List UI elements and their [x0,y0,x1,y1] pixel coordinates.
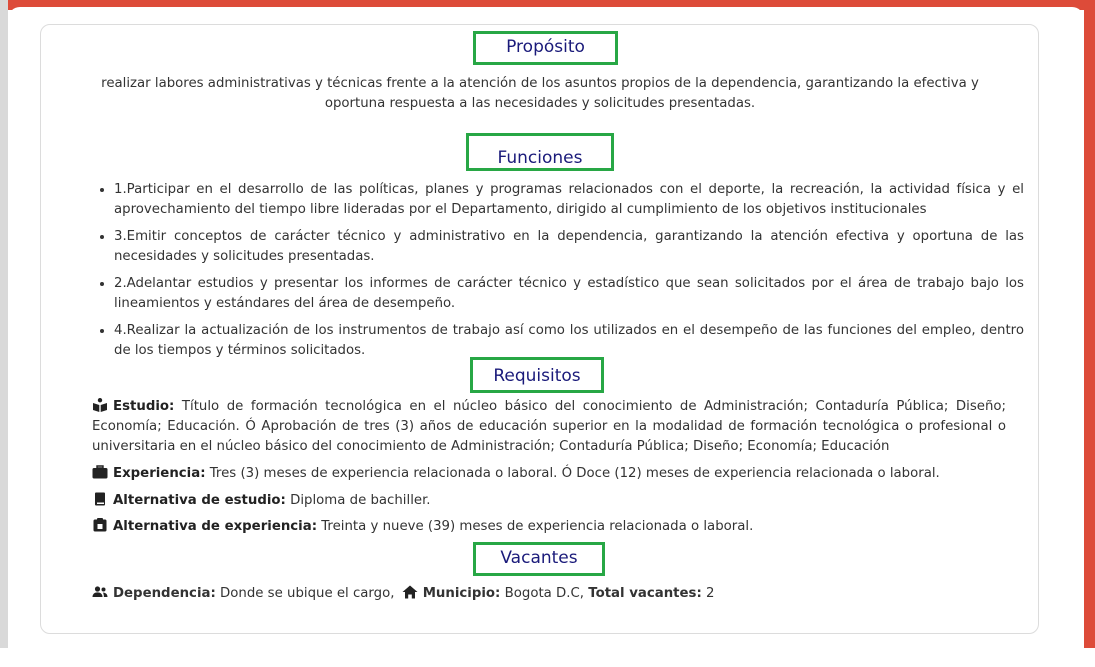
experiencia-label: Experiencia: [113,466,206,481]
section-title-funciones: Funciones [466,133,614,171]
proposito-text: realizar labores administrativas y técnicas frente a la atención de los asuntos propios de la dependencia, garantizando la efectiva y oportuna respuesta a las necesidades y solicitudes presentadas. [101,76,979,111]
requisito-experiencia [92,464,1006,484]
alt-estudio-label: Alternativa de estudio: [113,493,286,508]
requisito-alt-estudio [92,491,1006,511]
section-title-vacantes: Vacantes [473,542,605,576]
dependencia-text: Donde se ubique el cargo, [220,586,395,601]
dependencia-label: Dependencia: [113,586,216,601]
list-item: • 3.Emitir conceptos de carácter técnico y administrativo en la dependencia, garantizando la atención efectiva y oportuna de las necesidades y solicitudes presentadas. [114,227,1024,267]
briefcase-icon [92,465,108,479]
alt-estudio-text: Diploma de bachiller. [290,493,431,508]
list-item: • 1.Participar en el desarrollo de las políticas, planes y programas relacionados con el deporte, la recreación, la actividad física y el aprovechamiento del tiempo libre lideradas por el Departamento, dirigido al cumplimiento de los objetivos institucionales [114,180,1024,220]
estudio-text: Título de formación tecnológica en el núcleo básico del conocimiento de Administración; Contaduría Pública; Diseño; Economía; Educación. Ó Aprobación de tres (3) años de educación superior en la modalidad de formación tecnológica o profesional o universitaria en el núcleo básico del conocimiento de Administración; Contaduría Pública; Diseño; Economía; Educación [92,399,1006,454]
municipio-label: Municipio: [422,586,501,601]
list-item: • 2.Adelantar estudios y presentar los informes de carácter técnico y estadístico que sean solicitados por el área de trabajo bajo los lineamientos y estándares del área de desempeño. [114,274,1024,314]
clipboard-icon [92,518,108,532]
section-title-requisitos: Requisitos [470,357,604,393]
funciones-list [96,180,1024,368]
requisito-estudio [92,397,1006,457]
total-vacantes-label: Total vacantes: [588,586,702,601]
users-icon [92,585,108,599]
section-title-proposito: Propósito [473,31,618,65]
book-icon [92,492,108,506]
right-accent-bar [1084,0,1095,648]
alt-experiencia-label: Alternativa de experiencia: [113,519,318,534]
list-item: • 4.Realizar la actualización de los instrumentos de trabajo así como los utilizados en el desempeño de las funciones del empleo, dentro de los tiempos y términos solicitados. [114,321,1024,361]
book-reader-icon [92,398,108,412]
experiencia-text: Tres (3) meses de experiencia relacionada o laboral. Ó Doce (12) meses de experiencia relacionada o laboral. [209,466,940,481]
home-icon [402,585,418,599]
vacantes-line [92,584,715,604]
requisito-alt-experiencia [92,517,1006,537]
alt-experiencia-text: Treinta y nueve (39) meses de experiencia relacionada o laboral. [321,519,754,534]
left-scroll-edge [0,0,8,648]
municipio-text: Bogota D.C, [504,586,585,601]
estudio-label: Estudio: [113,399,175,414]
total-vacantes-value: 2 [706,586,715,601]
